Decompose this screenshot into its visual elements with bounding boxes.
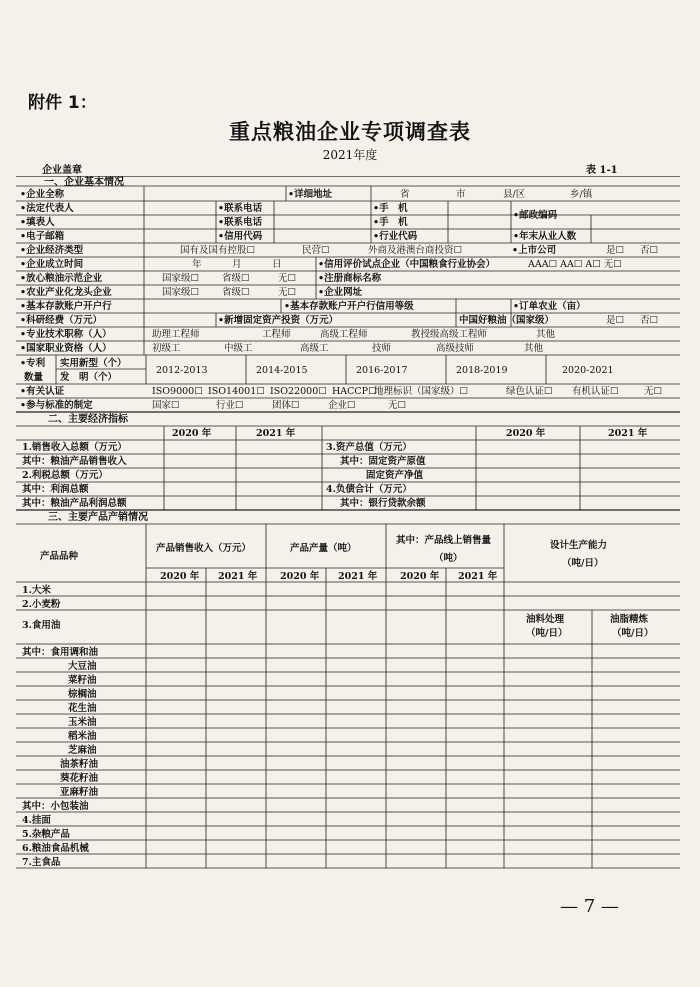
label-province: 省: [400, 189, 410, 200]
label-research: •科研经费（万元）: [20, 315, 103, 326]
label-good-grain: 中国好粮油（国家级）: [459, 315, 555, 326]
row-small-pack-oil: 其中：小包装油: [22, 801, 89, 812]
label-order-farming: •订单农业（亩）: [513, 301, 586, 312]
label-email: •电子邮箱: [20, 231, 65, 242]
option-provincial-1: 省级☐: [222, 273, 250, 284]
online-2020: 2020 年: [400, 571, 440, 582]
label-standards: •参与标准的制定: [20, 400, 93, 411]
row-sunflower-oil: 葵花籽油: [60, 773, 99, 784]
option-std-none: 无☐: [388, 400, 407, 411]
label-industry-code: •行业代码: [373, 231, 418, 242]
option-iso22000: ISO22000☐: [270, 386, 327, 397]
option-none-2: 无☐: [278, 287, 297, 298]
label-new-assets: •新增固定资产投资（万元）: [218, 315, 339, 326]
option-foreign: 外商及港澳台商投资☐: [368, 245, 463, 256]
option-private: 民营☐: [302, 245, 330, 256]
option-listed-yes: 是☐: [606, 245, 625, 256]
label-listed: •上市公司: [512, 245, 557, 256]
form-year: 2021年度: [322, 148, 378, 162]
label-senior-technician: 高级技师: [436, 343, 475, 354]
label-employees: •年末从业人数: [513, 231, 577, 242]
row-rice: 1.大米: [22, 585, 51, 596]
label-profit-tax: 2.利税总额（万元）: [22, 470, 108, 481]
period-2016-2017: 2016-2017: [356, 365, 408, 376]
label-county: 县/区: [503, 189, 526, 200]
attachment-label: 附件 1：: [28, 93, 97, 113]
label-engineer: 工程师: [262, 329, 291, 340]
label-other-2: 其他: [524, 343, 544, 354]
row-palm-oil: 棕榈油: [68, 689, 97, 700]
option-organic: 有机认证☐: [572, 386, 619, 397]
period-2014-2015: 2014-2015: [256, 365, 308, 376]
row-peanut-oil: 花生油: [68, 703, 97, 714]
option-std-national: 国家☐: [152, 400, 180, 411]
label-legal-rep: •法定代表人: [20, 203, 74, 214]
label-postcode: •邮政编码: [513, 210, 558, 221]
label-utility-model: 实用新型（个）: [60, 358, 127, 369]
label-credit-code: •信用代码: [218, 231, 263, 242]
label-address: •详细地址: [288, 189, 333, 200]
option-std-group: 团体☐: [272, 400, 300, 411]
sec2-year-2020-right: 2020 年: [506, 428, 546, 439]
online-2021: 2021 年: [458, 571, 498, 582]
label-bank-credit: •基本存款账户开户行信用等级: [284, 301, 414, 312]
col-sales-income: 产品销售收入（万元）: [156, 543, 252, 554]
label-day: 日: [272, 259, 282, 270]
label-bank: •基本存款账户开户行: [20, 301, 112, 312]
col-oil-processing: 油料处理: [526, 614, 565, 625]
label-mid-worker: 中级工: [224, 343, 253, 354]
row-coarse-grains: 5.杂粮产品: [22, 829, 70, 840]
col-capacity: 设计生产能力: [550, 540, 608, 551]
section1-title: 一、企业基本情况: [44, 177, 124, 188]
label-website: •企业网址: [318, 287, 363, 298]
row-blended-oil: 其中：食用调和油: [22, 647, 99, 658]
label-invention: 发 明（个）: [60, 372, 118, 383]
label-economy-type: •企业经济类型: [20, 245, 84, 256]
label-city: 市: [456, 189, 466, 200]
label-patent: •专利: [20, 358, 46, 369]
row-linseed-oil: 亚麻籽油: [60, 787, 99, 798]
option-national-2: 国家级☐: [162, 287, 200, 298]
section-products: [16, 510, 680, 868]
period-2020-2021: 2020-2021: [562, 365, 614, 376]
label-quantity: 数量: [24, 372, 44, 383]
label-senior-worker: 高级工: [300, 343, 329, 354]
output-2020: 2020 年: [280, 571, 320, 582]
label-bank-loans: 其中：银行贷款余额: [340, 498, 426, 509]
label-leading-enterprise: •农业产业化龙头企业: [20, 287, 112, 298]
label-senior-engineer: 高级工程师: [320, 329, 368, 340]
option-provincial-2: 省级☐: [222, 287, 250, 298]
row-flour: 2.小麦粉: [22, 599, 61, 610]
sales-2020: 2020 年: [160, 571, 200, 582]
row-rapeseed-oil: 菜籽油: [68, 675, 97, 686]
label-credit-pilot: •信用评价试点企业（中国粮食行业协会）: [318, 259, 496, 270]
sec2-year-2021-left: 2021 年: [256, 428, 296, 439]
period-2012-2013: 2012-2013: [156, 365, 208, 376]
label-mobile-2: •手 机: [373, 217, 408, 228]
option-good-no: 否☐: [640, 315, 659, 326]
sec2-year-2021-right: 2021 年: [608, 428, 648, 439]
label-tech-titles: •专业技术职称（人）: [20, 329, 112, 340]
page-number: — 7 —: [560, 896, 619, 917]
label-liabilities: 4.负债合计（万元）: [326, 484, 412, 495]
option-national-1: 国家级☐: [162, 273, 200, 284]
label-company-name: •企业全称: [20, 189, 65, 200]
row-camellia-oil: 油茶籽油: [60, 759, 99, 770]
row-corn-oil: 玉米油: [68, 717, 97, 728]
option-iso14001: ISO14001☐: [208, 386, 265, 397]
option-green: 绿色认证☐: [506, 386, 553, 397]
row-sesame-oil: 芝麻油: [68, 745, 97, 756]
option-cert-none: 无☐: [644, 386, 663, 397]
label-phone-2: •联系电话: [218, 217, 263, 228]
row-staple-food: 7.主食品: [22, 857, 61, 868]
col-product: 产品品种: [40, 551, 79, 562]
option-state-owned: 国有及国有控股☐: [180, 245, 256, 256]
option-listed-no: 否☐: [640, 245, 659, 256]
option-geo-mark: 地理标识（国家级）☐: [374, 386, 469, 397]
label-founded: •企业成立时间: [20, 259, 84, 270]
row-rice-bran-oil: 稻米油: [68, 731, 97, 742]
period-2018-2019: 2018-2019: [456, 365, 508, 376]
label-technician: 技师: [372, 343, 392, 354]
label-grain-profit: 其中：粮油产品利润总额: [22, 498, 127, 509]
sec2-year-2020-left: 2020 年: [172, 428, 212, 439]
label-professor-engineer: 教授级高级工程师: [411, 329, 488, 340]
output-2021: 2021 年: [338, 571, 378, 582]
table-number: 表 1-1: [586, 165, 618, 176]
sales-2021: 2021 年: [218, 571, 258, 582]
section3-title: 三、主要产品产销情况: [48, 512, 148, 523]
label-phone-1: •联系电话: [218, 203, 263, 214]
row-noodles: 4.挂面: [22, 815, 51, 826]
option-std-enterprise: 企业☐: [328, 400, 356, 411]
label-asst-engineer: 助理工程师: [152, 329, 200, 340]
label-mobile-1: •手 机: [373, 203, 408, 214]
page-title: 重点粮油企业专项调查表: [229, 119, 471, 144]
col-capacity-unit: （吨/日）: [562, 558, 604, 569]
label-fixed-net: 固定资产净值: [366, 470, 424, 481]
option-iso9000: ISO9000☐: [152, 386, 203, 397]
label-month: 月: [232, 259, 242, 270]
label-township: 乡/镇: [570, 189, 593, 200]
label-fixed-original: 其中：固定资产原值: [340, 456, 426, 467]
section-economic-indicators: [16, 412, 680, 510]
label-other-1: 其他: [536, 329, 556, 340]
col-oil-refining: 油脂精炼: [610, 614, 649, 625]
section2-title: 二、主要经济指标: [48, 414, 128, 425]
section-basic-info: [16, 176, 680, 412]
label-sales-total: 1.销售收入总额（万元）: [22, 442, 127, 453]
col-oil-refining-unit: （吨/日）: [612, 628, 654, 639]
col-online-sales: 其中：产品线上销售量: [396, 535, 492, 546]
survey-form-table: [16, 176, 680, 873]
col-oil-processing-unit: （吨/日）: [526, 628, 568, 639]
label-trademark: •注册商标名称: [318, 273, 382, 284]
label-profit-total: 其中：利润总额: [22, 484, 89, 495]
row-machinery: 6.粮油食品机械: [22, 843, 89, 854]
row-edible-oil: 3.食用油: [22, 620, 61, 631]
label-grain-sales: 其中：粮油产品销售收入: [22, 456, 127, 467]
col-output: 产品产量（吨）: [290, 543, 357, 554]
label-year: 年: [192, 259, 202, 270]
label-vocational: •国家职业资格（人）: [20, 343, 112, 354]
label-filler: •填表人: [20, 217, 55, 228]
option-none-1: 无☐: [278, 273, 297, 284]
option-good-yes: 是☐: [606, 315, 625, 326]
col-online-unit: （吨）: [434, 553, 463, 564]
option-haccp: HACCP☐: [332, 386, 377, 397]
seal-label: 企业盖章: [42, 165, 82, 176]
row-soybean-oil: 大豆油: [68, 661, 97, 672]
option-std-industry: 行业☐: [216, 400, 244, 411]
label-assured-grain: •放心粮油示范企业: [20, 273, 103, 284]
label-certification: •有关认证: [20, 386, 65, 397]
options-credit-grade: AAA☐ AA☐ A☐ 无☐: [528, 259, 622, 270]
label-assets-total: 3.资产总值（万元）: [326, 442, 412, 453]
label-junior-worker: 初级工: [152, 343, 181, 354]
